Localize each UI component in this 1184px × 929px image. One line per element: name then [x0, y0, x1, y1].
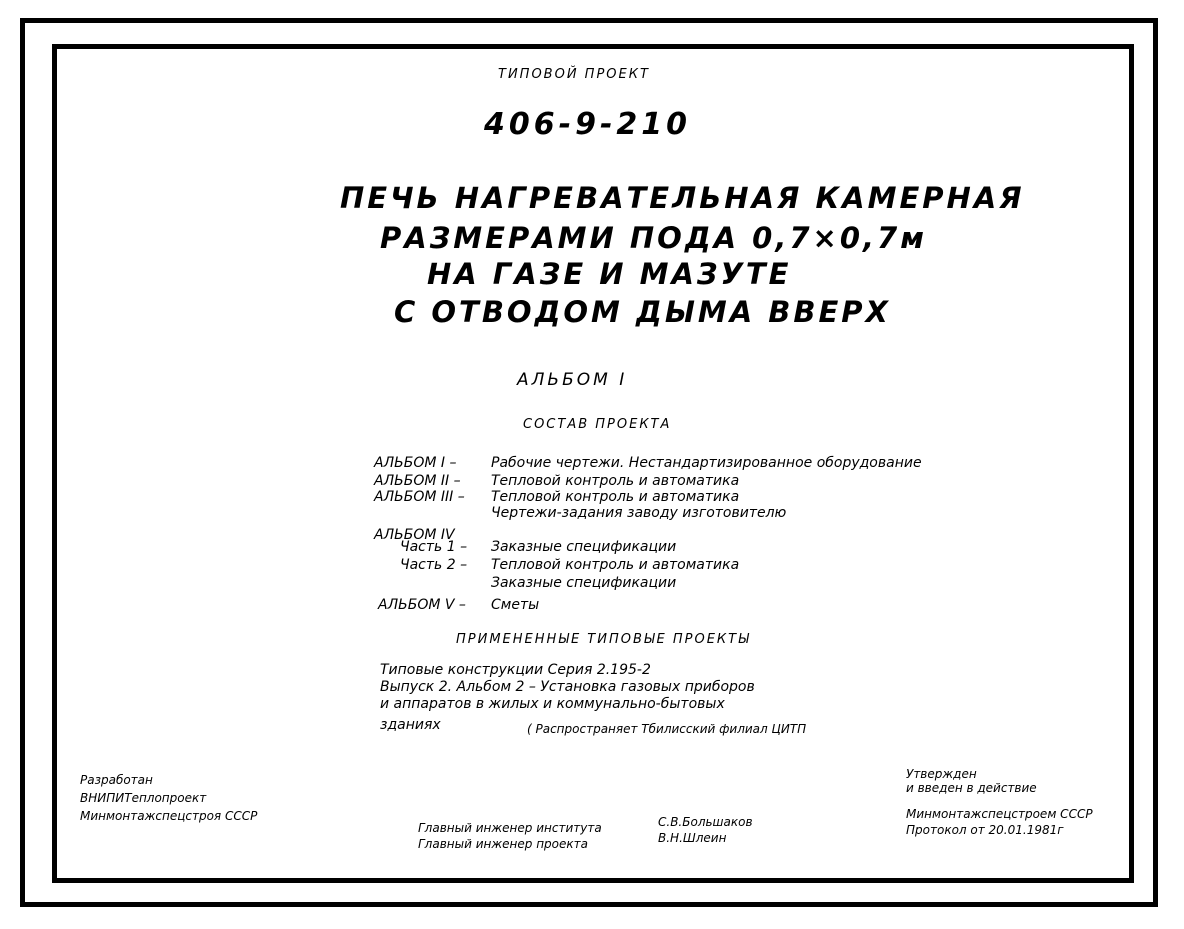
- project-type: ТИПОВОЙ ПРОЕКТ: [498, 67, 650, 82]
- composition-label: Часть 1 –: [400, 539, 468, 555]
- applied-heading: ПРИМЕНЕННЫЕ ТИПОВЫЕ ПРОЕКТЫ: [456, 632, 751, 647]
- composition-text: Тепловой контроль и автоматика: [491, 473, 740, 489]
- developer-line: ВНИПИТеплопроект: [80, 791, 207, 805]
- applied-line: Выпуск 2. Альбом 2 – Установка газовых приборов: [380, 679, 755, 695]
- composition-label: Часть 2 –: [400, 557, 468, 573]
- signature-role: Главный инженер проекта: [418, 837, 588, 851]
- title-line-4: С ОТВОДОМ ДЫМА ВВЕРХ: [394, 295, 891, 329]
- composition-text: Чертежи-задания заводу изготовителю: [491, 505, 787, 521]
- composition-text: Тепловой контроль и автоматика: [491, 489, 740, 505]
- composition-text: Тепловой контроль и автоматика: [491, 557, 740, 573]
- composition-text: Рабочие чертежи. Нестандартизированное оборудование: [491, 455, 922, 471]
- composition-label: АЛЬБОМ IV: [374, 527, 455, 543]
- developer-line: Разработан: [80, 773, 153, 787]
- composition-label: АЛЬБОМ I –: [374, 455, 457, 471]
- applied-line: зданиях: [380, 717, 441, 733]
- applied-note: ( Распространяет Тбилисский филиал ЦИТП: [527, 722, 807, 736]
- signature-role: Главный инженер института: [418, 821, 602, 835]
- album-label: АЛЬБОМ I: [517, 370, 628, 390]
- applied-line: и аппаратов в жилых и коммунально-бытовых: [380, 696, 725, 712]
- title-line-1: ПЕЧЬ НАГРЕВАТЕЛЬНАЯ КАМЕРНАЯ: [340, 181, 1025, 215]
- approval-line: и введен в действие: [906, 781, 1037, 795]
- title-line-2: РАЗМЕРАМИ ПОДА 0,7×0,7м: [380, 221, 927, 255]
- composition-text: Заказные спецификации: [491, 539, 677, 555]
- approval-line: Минмонтажспецстроем СССР: [906, 807, 1093, 821]
- project-number: 406-9-210: [484, 107, 692, 142]
- approval-line: Утвержден: [906, 767, 977, 781]
- composition-text: Заказные спецификации: [491, 575, 677, 591]
- composition-label: АЛЬБОМ III –: [374, 489, 465, 505]
- title-line-3: НА ГАЗЕ И МАЗУТЕ: [427, 257, 792, 291]
- approval-line: Протокол от 20.01.1981г: [906, 823, 1064, 837]
- composition-text: Сметы: [491, 597, 540, 613]
- applied-line: Типовые конструкции Серия 2.195-2: [380, 662, 651, 678]
- composition-heading: СОСТАВ ПРОЕКТА: [523, 417, 672, 432]
- composition-label: АЛЬБОМ II –: [374, 473, 461, 489]
- composition-label: АЛЬБОМ V –: [378, 597, 466, 613]
- developer-line: Минмонтажспецстроя СССР: [80, 809, 258, 823]
- signature-name: С.В.Большаков: [658, 815, 753, 829]
- signature-name: В.Н.Шлеин: [658, 831, 727, 845]
